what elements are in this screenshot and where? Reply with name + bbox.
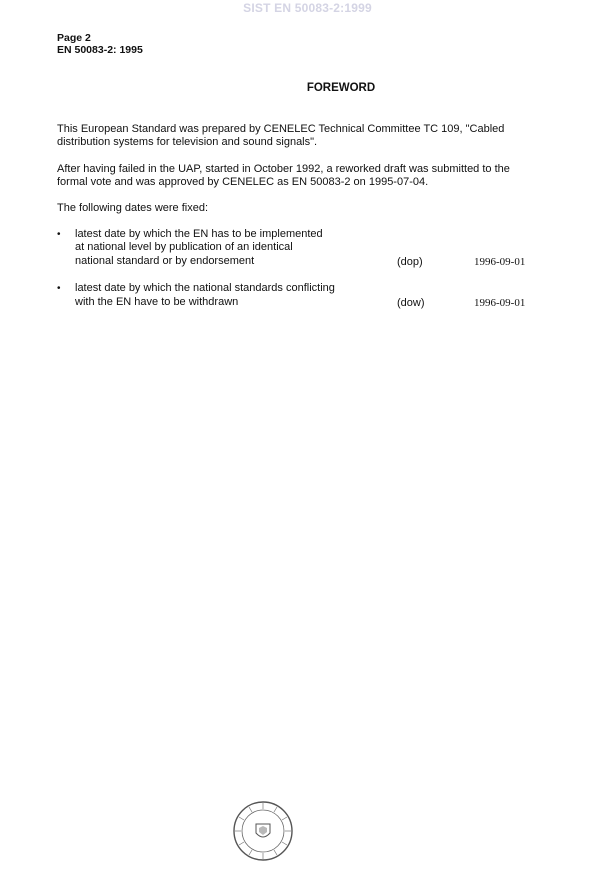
dop-description-line-2: at national level by publication of an identical (75, 241, 293, 253)
dop-code: (dop) (397, 256, 423, 268)
bullet-dop: • (57, 229, 61, 240)
dop-description-line-3: national standard or by endorsement (75, 255, 255, 267)
dow-description-line-1: latest date by which the national standards conflicting (75, 282, 335, 294)
official-seal-icon (232, 800, 294, 867)
page-title: FOREWORD (306, 82, 376, 94)
bullet-dow: • (57, 283, 61, 294)
dop-description-line-1: latest date by which the EN has to be implemented (75, 228, 323, 240)
paragraph-approval-line-2: formal vote and was approved by CENELEC as EN 50083-2 on 1995-07-04. (57, 176, 429, 188)
dow-code: (dow) (397, 297, 425, 309)
paragraph-committee-line-2: distribution systems for television and sound signals". (57, 136, 318, 148)
paragraph-approval-line-1: After having failed in the UAP, started in October 1992, a reworked draft was submitted to the (57, 163, 510, 175)
dop-date: 1996-09-01 (474, 256, 526, 268)
dow-description-line-2: with the EN have to be withdrawn (75, 296, 239, 308)
paragraph-committee-line-1: This European Standard was prepared by CENELEC Technical Committee TC 109, "Cabled (57, 123, 505, 135)
paragraph-dates-intro: The following dates were fixed: (57, 202, 209, 214)
document-id: EN 50083-2: 1995 (57, 44, 143, 56)
dow-date: 1996-09-01 (474, 297, 526, 309)
watermark: SIST EN 50083-2:1999 (243, 1, 372, 15)
page-number: Page 2 (57, 32, 91, 44)
